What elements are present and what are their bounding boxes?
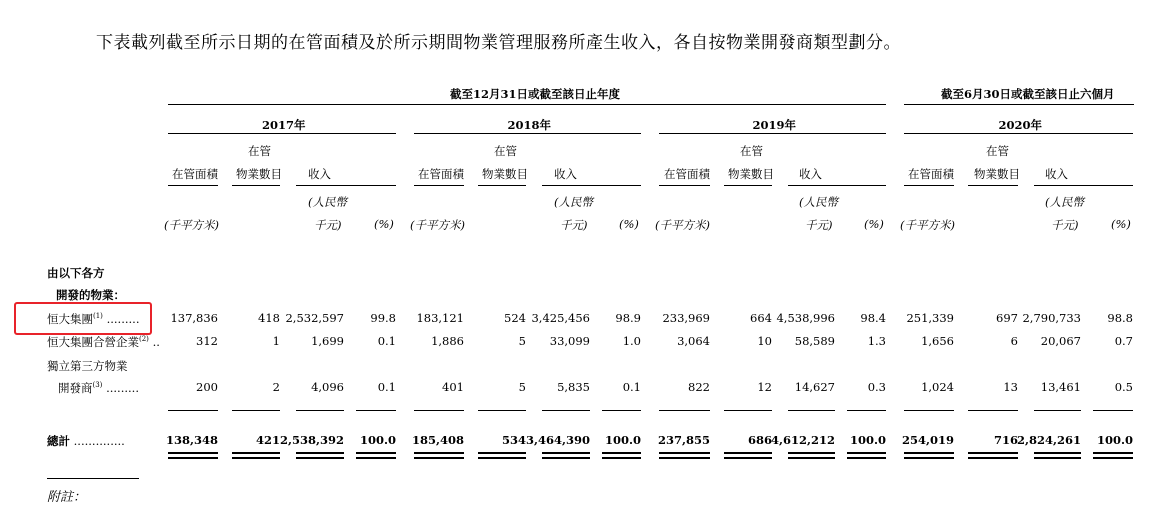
col-count-label-line2: 物業數目 <box>728 167 774 181</box>
year-header: 2020年 <box>998 118 1043 132</box>
footnote-rule <box>47 478 139 479</box>
table-cell: 1.3 <box>867 334 886 348</box>
total-double-rule <box>168 452 218 454</box>
subtotal-rule <box>296 410 344 411</box>
subtotal-rule <box>478 410 526 411</box>
table-cell: 524 <box>504 311 526 325</box>
total-double-rule <box>414 452 464 454</box>
total-double-rule <box>232 452 280 454</box>
unit-gfa: (千平方米) <box>900 218 955 232</box>
total-double-rule <box>478 457 526 459</box>
total-double-rule <box>847 452 886 454</box>
unit-gfa: (千平方米) <box>410 218 465 232</box>
total-cell: 3,464,390 <box>525 433 590 447</box>
col-revenue-label: 收入 <box>554 167 577 181</box>
total-double-rule <box>602 452 641 454</box>
row-note: (1) <box>93 312 103 321</box>
col-header-rule <box>724 185 772 186</box>
col-count-label-line2: 物業數目 <box>236 167 282 181</box>
unit-pct: (%) <box>619 217 639 231</box>
unit-pct: (%) <box>374 217 394 231</box>
unit-rmb-line1: (人民幣 <box>1045 195 1084 209</box>
table-cell: 6 <box>1010 334 1018 348</box>
table-cell: 13 <box>1003 380 1018 394</box>
subtotal-rule <box>602 410 641 411</box>
table-cell: 251,339 <box>906 311 954 325</box>
subtotal-rule <box>168 410 218 411</box>
subtotal-rule <box>724 410 772 411</box>
table-cell: 5 <box>518 380 526 394</box>
col-header-rule <box>1034 185 1133 186</box>
table-cell: 0.1 <box>377 380 396 394</box>
total-label <box>47 433 125 449</box>
row-label-text: 恒大集團 <box>47 312 93 326</box>
total-cell: 185,408 <box>411 433 464 447</box>
col-gfa-label: 在管面積 <box>664 167 710 181</box>
table-cell: 1.0 <box>622 334 641 348</box>
table-cell: 2 <box>272 380 280 394</box>
table-cell: 99.8 <box>370 311 396 325</box>
table-cell: 14,627 <box>794 380 835 394</box>
total-double-rule <box>478 452 526 454</box>
unit-gfa: (千平方米) <box>164 218 219 232</box>
total-double-rule <box>904 457 954 459</box>
table-cell: 418 <box>258 311 280 325</box>
table-cell: 1,024 <box>921 380 954 394</box>
table-cell: 664 <box>750 311 772 325</box>
total-cell: 2,824,261 <box>1016 433 1081 447</box>
table-cell: 98.9 <box>615 311 641 325</box>
col-header-rule <box>659 185 710 186</box>
year-rule <box>659 133 886 134</box>
table-cell: 4,538,996 <box>776 311 835 325</box>
subtotal-rule <box>968 410 1018 411</box>
section-label-line1: 由以下各方 <box>47 266 105 280</box>
footnote-label: 附註： <box>47 490 87 505</box>
total-cell: 716 <box>993 433 1018 447</box>
col-count-label-line1: 在管 <box>494 144 517 158</box>
col-header-rule <box>414 185 464 186</box>
total-double-rule <box>414 457 464 459</box>
row-note: (3) <box>92 381 103 390</box>
table-cell: 3,425,456 <box>531 311 590 325</box>
unit-rmb-line2: 千元) <box>1051 218 1079 232</box>
total-double-rule <box>659 452 710 454</box>
row-label <box>47 334 160 350</box>
table-cell: 137,836 <box>170 311 218 325</box>
total-double-rule <box>232 457 280 459</box>
col-count-label-line2: 物業數目 <box>974 167 1020 181</box>
total-double-rule <box>356 452 396 454</box>
subtotal-rule <box>232 410 280 411</box>
table-cell: 697 <box>996 311 1018 325</box>
total-double-rule <box>296 452 344 454</box>
table-cell: 58,589 <box>794 334 835 348</box>
total-double-rule <box>1093 452 1133 454</box>
total-double-rule <box>296 457 344 459</box>
subtotal-rule <box>847 410 886 411</box>
total-double-rule <box>847 457 886 459</box>
row-label-text: 開發商 <box>58 381 93 395</box>
unit-rmb-line1: (人民幣 <box>308 195 347 209</box>
subtotal-rule <box>542 410 590 411</box>
total-cell: 100.0 <box>1096 433 1133 447</box>
table-cell: 233,969 <box>662 311 710 325</box>
row-label: 獨立第三方物業 <box>47 359 128 373</box>
col-count-label-line1: 在管 <box>986 144 1009 158</box>
table-cell: 0.7 <box>1114 334 1133 348</box>
subtotal-rule <box>659 410 710 411</box>
year-rule <box>904 133 1133 134</box>
col-count-label-line1: 在管 <box>740 144 763 158</box>
total-double-rule <box>724 452 772 454</box>
year-header: 2017年 <box>262 118 306 132</box>
table-cell: 12 <box>757 380 772 394</box>
col-header-rule <box>232 185 280 186</box>
total-double-rule <box>1093 457 1133 459</box>
total-cell: 237,855 <box>657 433 710 447</box>
unit-pct: (%) <box>864 217 884 231</box>
unit-rmb-line2: 千元) <box>314 218 342 232</box>
unit-rmb-line1: (人民幣 <box>799 195 838 209</box>
total-cell: 138,348 <box>165 433 218 447</box>
total-double-rule <box>542 457 590 459</box>
table-cell: 2,532,597 <box>285 311 344 325</box>
total-cell: 4,612,212 <box>770 433 835 447</box>
unit-rmb-line1: (人民幣 <box>554 195 593 209</box>
subtotal-rule <box>356 410 396 411</box>
table-cell: 1,699 <box>311 334 344 348</box>
row-label-line2 <box>58 380 139 396</box>
highlight-box <box>14 302 152 335</box>
table-cell: 13,461 <box>1040 380 1081 394</box>
table-cell: 20,067 <box>1040 334 1081 348</box>
total-cell: 534 <box>501 433 526 447</box>
total-double-rule <box>968 452 1018 454</box>
table-cell: 0.5 <box>1114 380 1133 394</box>
table-cell: 98.8 <box>1107 311 1133 325</box>
annual-header-rule <box>168 104 886 105</box>
total-double-rule <box>788 457 835 459</box>
row-label-text: 恒大集團合營企業 <box>47 335 139 349</box>
table-cell: 1 <box>272 334 280 348</box>
col-count-label-line2: 物業數目 <box>482 167 528 181</box>
total-cell: 100.0 <box>359 433 396 447</box>
col-count-label-line1: 在管 <box>248 144 271 158</box>
table-cell: 5,835 <box>557 380 590 394</box>
row-dots: ......... <box>102 381 139 395</box>
unit-rmb-line2: 千元) <box>560 218 588 232</box>
total-double-rule <box>659 457 710 459</box>
col-gfa-label: 在管面積 <box>172 167 218 181</box>
table-cell: 401 <box>442 380 464 394</box>
total-cell: 421 <box>255 433 280 447</box>
unit-pct: (%) <box>1111 217 1131 231</box>
col-revenue-label: 收入 <box>799 167 822 181</box>
table-cell: 3,064 <box>677 334 710 348</box>
intro-paragraph: 下表載列截至所示日期的在管面積及於所示期間物業管理服務所產生收入，各自按物業開發商類型劃分。 <box>96 33 901 53</box>
total-cell: 686 <box>747 433 772 447</box>
total-double-rule <box>968 457 1018 459</box>
table-cell: 0.3 <box>867 380 886 394</box>
subtotal-rule <box>788 410 835 411</box>
total-dots: .............. <box>70 434 125 448</box>
col-header-rule <box>296 185 396 186</box>
total-label-text: 總計 <box>47 434 70 448</box>
half-year-period-header: 截至6月30日或截至該日止六個月 <box>941 87 1115 101</box>
section-label-line2: 開發的物業： <box>56 288 125 302</box>
table-cell: 0.1 <box>622 380 641 394</box>
total-double-rule <box>788 452 835 454</box>
total-double-rule <box>356 457 396 459</box>
col-header-rule <box>904 185 954 186</box>
row-dots: .. <box>148 335 160 349</box>
unit-gfa: (千平方米) <box>655 218 710 232</box>
row-dots: ......... <box>102 312 140 326</box>
total-double-rule <box>1034 457 1081 459</box>
total-cell: 100.0 <box>604 433 641 447</box>
table-cell: 98.4 <box>860 311 886 325</box>
subtotal-rule <box>904 410 954 411</box>
total-double-rule <box>1034 452 1081 454</box>
col-gfa-label: 在管面積 <box>908 167 954 181</box>
col-header-rule <box>968 185 1018 186</box>
table-cell: 183,121 <box>416 311 464 325</box>
table-cell: 2,790,733 <box>1022 311 1081 325</box>
subtotal-rule <box>414 410 464 411</box>
total-double-rule <box>602 457 641 459</box>
annual-period-header: 截至12月31日或截至該日止年度 <box>450 87 621 101</box>
col-revenue-label: 收入 <box>308 167 331 181</box>
total-double-rule <box>168 457 218 459</box>
year-rule <box>414 133 641 134</box>
subtotal-rule <box>1093 410 1133 411</box>
col-header-rule <box>478 185 526 186</box>
col-revenue-label: 收入 <box>1045 167 1068 181</box>
subtotal-rule <box>1034 410 1081 411</box>
total-double-rule <box>724 457 772 459</box>
col-header-rule <box>168 185 218 186</box>
col-header-rule <box>542 185 641 186</box>
unit-rmb-line2: 千元) <box>805 218 833 232</box>
col-gfa-label: 在管面積 <box>418 167 464 181</box>
total-double-rule <box>542 452 590 454</box>
half-header-rule <box>904 104 1134 105</box>
table-cell: 1,886 <box>431 334 464 348</box>
year-header: 2019年 <box>752 118 797 132</box>
year-rule <box>168 133 396 134</box>
row-note: (2) <box>139 335 149 344</box>
table-cell: 822 <box>688 380 710 394</box>
table-cell: 5 <box>518 334 526 348</box>
total-cell: 2,538,392 <box>279 433 344 447</box>
total-cell: 100.0 <box>849 433 886 447</box>
total-double-rule <box>904 452 954 454</box>
table-cell: 10 <box>757 334 772 348</box>
total-cell: 254,019 <box>901 433 954 447</box>
table-cell: 4,096 <box>311 380 344 394</box>
table-cell: 1,656 <box>921 334 954 348</box>
col-header-rule <box>788 185 886 186</box>
table-cell: 0.1 <box>377 334 396 348</box>
year-header: 2018年 <box>507 118 552 132</box>
table-cell: 200 <box>196 380 218 394</box>
table-cell: 312 <box>196 334 218 348</box>
table-cell: 33,099 <box>549 334 590 348</box>
